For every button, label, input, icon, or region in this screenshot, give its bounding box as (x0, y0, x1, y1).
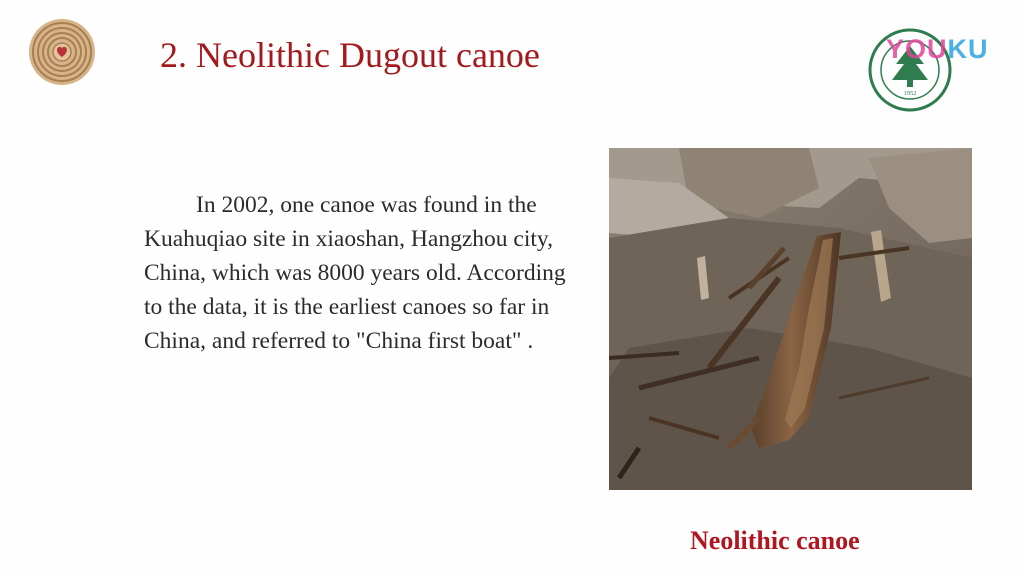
body-paragraph-text: In 2002, one canoe was found in the Kuahuqiao site in xiaoshan, Hangzhou city, China, which was 8000 years old. According to the data, it is the earliest canoes so far in China, and referred to "China first boat" . (144, 192, 566, 354)
canoe-excavation-photo (609, 148, 972, 490)
tree-ring-logo-icon (28, 18, 96, 86)
slide-title: 2. Neolithic Dugout canoe (160, 35, 540, 75)
watermark-part1: YOU (886, 34, 948, 64)
emblem-year: 1952 (903, 90, 917, 97)
youku-watermark (886, 34, 989, 65)
photo-caption: Neolithic canoe (690, 526, 860, 555)
watermark-part2: KU (947, 34, 989, 64)
body-paragraph (144, 188, 584, 358)
